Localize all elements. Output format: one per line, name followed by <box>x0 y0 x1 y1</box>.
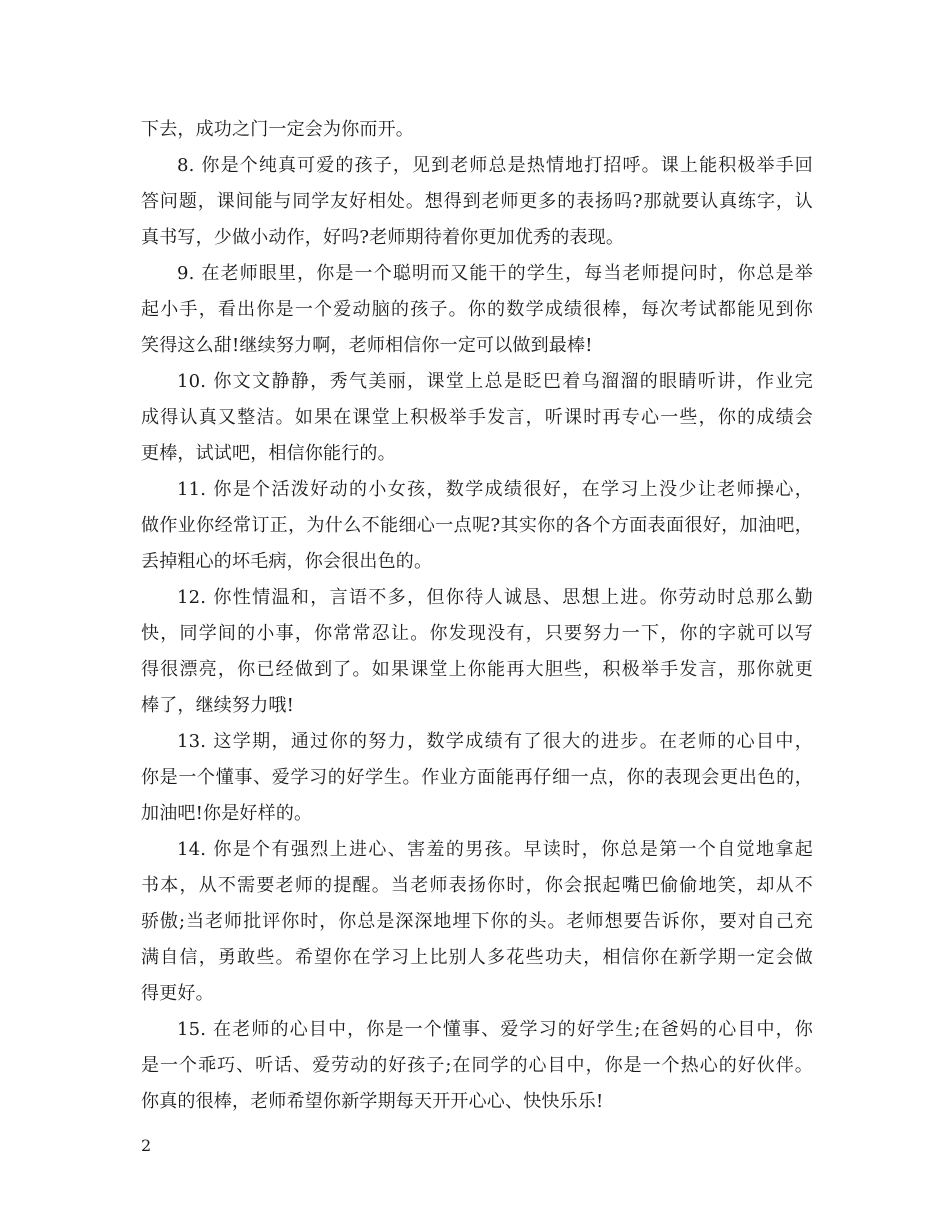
text-line: 8. 你是个纯真可爱的孩子，见到老师总是热情地打招呼。课上能积极举手回 <box>177 155 813 176</box>
text-line: 满自信，勇敢些。希望你在学习上比别人多花些功夫，相信你在新学期一定会做 <box>141 947 813 968</box>
text-line: 加油吧!你是好样的。 <box>141 803 313 824</box>
text-line: 你是一个懂事、爱学习的好学生。作业方面能再仔细一点，你的表现会更出色的， <box>141 767 813 788</box>
text-line: 15. 在老师的心目中，你是一个懂事、爱学习的好学生;在爸妈的心目中，你 <box>177 1019 813 1040</box>
text-line: 是一个乖巧、听话、爱劳动的好孩子;在同学的心目中，你是一个热心的好伙伴。 <box>141 1055 813 1076</box>
text-line: 11. 你是个活泼好动的小女孩，数学成绩很好，在学习上没少让老师操心， <box>177 479 813 500</box>
text-line: 笑得这么甜!继续努力啊，老师相信你一定可以做到最棒! <box>141 335 593 356</box>
page-number: 2 <box>141 1136 152 1155</box>
document-body <box>141 112 813 1120</box>
text-line: 你真的很棒，老师希望你新学期每天开开心心、快快乐乐! <box>141 1091 604 1112</box>
text-line: 丢掉粗心的坏毛病，你会很出色的。 <box>141 551 433 572</box>
text-line: 13. 这学期，通过你的努力，数学成绩有了很大的进步。在老师的心目中， <box>177 731 813 752</box>
text-line: 得更好。 <box>141 983 214 1004</box>
text-line: 得很漂亮，你已经做到了。如果课堂上你能再大胆些，积极举手发言，那你就更 <box>141 659 813 680</box>
text-line: 骄傲;当老师批评你时，你总是深深地埋下你的头。老师想要告诉你，要对自己充 <box>141 911 813 932</box>
text-line: 更棒，试试吧，相信你能行的。 <box>141 443 396 464</box>
text-line: 真书写，少做小动作，好吗?老师期待着你更加优秀的表现。 <box>141 227 625 248</box>
text-line: 12. 你性情温和，言语不多，但你待人诚恳、思想上进。你劳动时总那么勤 <box>177 587 813 608</box>
text-line: 快，同学间的小事，你常常忍让。你发现没有，只要努力一下，你的字就可以写 <box>141 623 813 644</box>
text-line: 棒了，继续努力哦! <box>141 695 295 716</box>
text-line: 9. 在老师眼里，你是一个聪明而又能干的学生，每当老师提问时，你总是举 <box>177 263 813 284</box>
text-line: 答问题，课间能与同学友好相处。想得到老师更多的表扬吗?那就要认真练字，认 <box>141 191 813 212</box>
text-line: 下去，成功之门一定会为你而开。 <box>141 119 414 140</box>
text-line: 14. 你是个有强烈上进心、害羞的男孩。早读时，你总是第一个自觉地拿起 <box>177 839 813 860</box>
text-line: 书本，从不需要老师的提醒。当老师表扬你时，你会抿起嘴巴偷偷地笑，却从不 <box>141 875 813 896</box>
text-line: 10. 你文文静静，秀气美丽，课堂上总是眨巴着乌溜溜的眼睛听讲，作业完 <box>177 371 813 392</box>
text-line: 起小手，看出你是一个爱动脑的孩子。你的数学成绩很棒，每次考试都能见到你 <box>141 299 813 320</box>
text-line: 做作业你经常订正，为什么不能细心一点呢?其实你的各个方面表面很好，加油吧， <box>141 515 813 536</box>
text-line: 成得认真又整洁。如果在课堂上积极举手发言，听课时再专心一些，你的成绩会 <box>141 407 813 428</box>
